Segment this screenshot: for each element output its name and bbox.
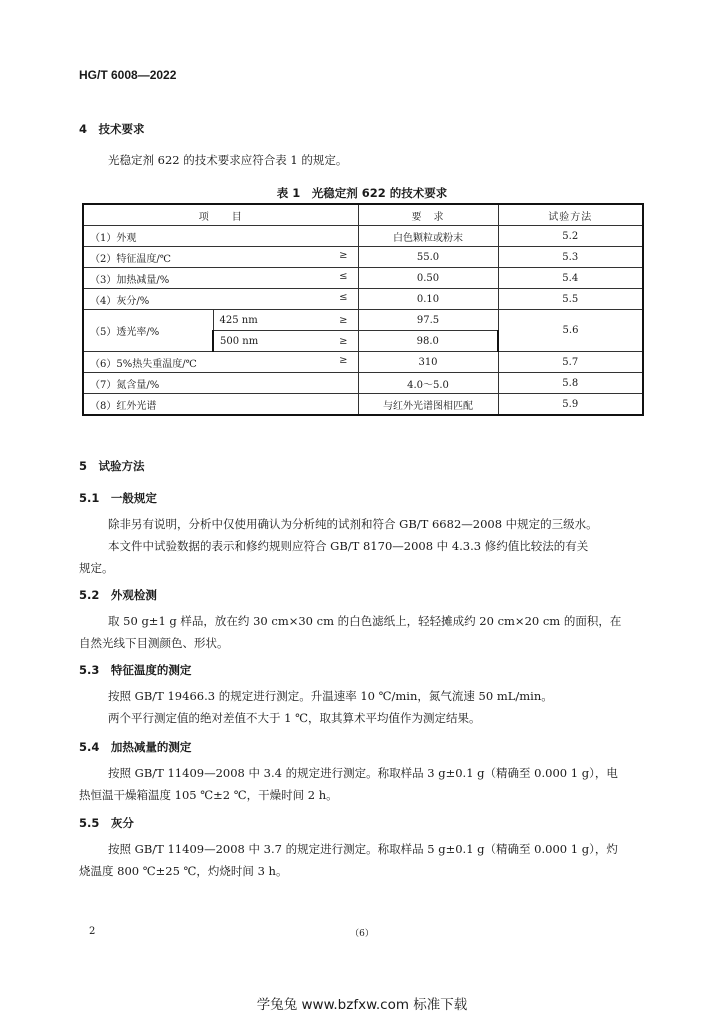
table-row	[83, 373, 643, 394]
section-5-1-paragraph-2-cont: 规定。	[79, 561, 114, 575]
row-method: 5.6	[498, 310, 643, 352]
comparison-symbol: ≤	[339, 291, 348, 303]
table-header-row	[83, 204, 643, 226]
row-label	[83, 247, 358, 268]
row-label-text: （4）灰分/%	[90, 295, 150, 307]
subrow-wavelength: 500 nm	[220, 335, 259, 347]
table-row	[83, 310, 643, 331]
section-5-4-paragraph: 按照 GB/T 11409—2008 中 3.4 的规定进行测定。称取样品 3 g±0.1 g（精确至 0.000 1 g），电	[108, 766, 618, 780]
table-row	[83, 352, 643, 373]
row-label	[83, 289, 358, 310]
header-requirement: 要 求	[358, 204, 498, 226]
section-5-1-paragraph-2: 本文件中试验数据的表示和修约规则应符合 GB/T 8170—2008 中 4.3.3 修约值比较法的有关	[108, 539, 589, 553]
table-row	[83, 394, 643, 416]
row-value: 97.5	[358, 310, 498, 331]
section-5-4-heading: 5.4 加热减量的测定	[79, 740, 192, 754]
standard-code: HG/T 6008—2022	[79, 68, 177, 82]
row-value: 4.0～5.0	[358, 373, 498, 394]
row-value: 55.0	[358, 247, 498, 268]
row-label: （7）氮含量/%	[83, 373, 358, 394]
row-method: 5.4	[498, 268, 643, 289]
section-5-heading: 5 试验方法	[79, 459, 145, 473]
table-1-caption: 表 1 光稳定剂 622 的技术要求	[276, 186, 448, 200]
row-label: （8）红外光谱	[83, 394, 358, 416]
row-label	[83, 268, 358, 289]
section-5-2-heading: 5.2 外观检测	[79, 588, 157, 602]
section-5-5-paragraph: 按照 GB/T 11409—2008 中 3.7 的规定进行测定。称取样品 5 g±0.1 g（精确至 0.000 1 g），灼	[108, 842, 618, 856]
subrow-label	[213, 331, 358, 352]
row-value: 0.50	[358, 268, 498, 289]
spec-table	[82, 203, 644, 416]
header-item: 项 目	[83, 204, 358, 226]
watermark-text: 学兔兔 www.bzfxw.com 标准下载	[256, 997, 468, 1013]
row-method: 5.2	[498, 226, 643, 247]
subrow-label	[213, 310, 358, 331]
comparison-symbol: ≥	[339, 314, 348, 326]
row-label-text: （2）特征温度/℃	[90, 253, 171, 265]
section-4-intro: 光稳定剂 622 的技术要求应符合表 1 的规定。	[108, 153, 348, 167]
section-5-4-paragraph-cont: 热恒温干燥箱温度 105 ℃±2 ℃，干燥时间 2 h。	[79, 788, 338, 802]
comparison-symbol: ≥	[339, 249, 348, 261]
header-test-method: 试验方法	[498, 204, 643, 226]
section-5-5-paragraph-cont: 烧温度 800 ℃±25 ℃，灼烧时间 3 h。	[79, 864, 288, 878]
row-value: 98.0	[358, 331, 498, 352]
table-row	[83, 247, 643, 268]
section-5-2-paragraph: 取 50 g±1 g 样品，放在约 30 cm×30 cm 的白色滤纸上，轻轻摊成约 20 cm×20 cm 的面积，在	[108, 614, 622, 628]
table-row	[83, 289, 643, 310]
row-label: （1）外观	[83, 226, 358, 247]
row-label	[83, 352, 358, 373]
row-label-text: （6）5%热失重温度/℃	[90, 358, 197, 370]
row-value: 与红外光谱图相匹配	[358, 394, 498, 416]
section-5-1-heading: 5.1 一般规定	[79, 491, 157, 505]
table-row	[83, 226, 643, 247]
comparison-symbol: ≤	[339, 270, 348, 282]
section-5-3-heading: 5.3 特征温度的测定	[79, 663, 192, 677]
row-method: 5.5	[498, 289, 643, 310]
comparison-symbol: ≥	[339, 354, 348, 366]
page-number: 2	[89, 926, 96, 937]
row-method: 5.8	[498, 373, 643, 394]
section-4-heading: 4 技术要求	[79, 122, 145, 136]
section-5-5-heading: 5.5 灰分	[79, 816, 134, 830]
row-label: （5）透光率/%	[83, 310, 213, 352]
row-method: 5.7	[498, 352, 643, 373]
section-5-1-paragraph-1: 除非另有说明，分析中仅使用确认为分析纯的试剂和符合 GB/T 6682—2008 中规定的三级水。	[108, 517, 598, 531]
row-method: 5.9	[498, 394, 643, 416]
row-value: 0.10	[358, 289, 498, 310]
subrow-wavelength: 425 nm	[219, 314, 258, 326]
row-value: 白色颗粒或粉末	[358, 226, 498, 247]
section-5-2-paragraph-cont: 自然光线下目测颜色、形状。	[79, 636, 229, 650]
section-5-3-paragraph-1: 按照 GB/T 19466.3 的规定进行测定。升温速率 10 ℃/min，氮气流速 50 mL/min。	[108, 689, 553, 703]
row-value: 310	[358, 352, 498, 373]
comparison-symbol: ≥	[339, 335, 348, 347]
row-label-text: （3）加热减量/%	[90, 274, 170, 286]
row-method: 5.3	[498, 247, 643, 268]
section-5-3-paragraph-2: 两个平行测定值的绝对差值不大于 1 ℃，取其算术平均值作为测定结果。	[108, 711, 481, 725]
table-row	[83, 268, 643, 289]
page-center-mark: （6）	[350, 929, 374, 939]
